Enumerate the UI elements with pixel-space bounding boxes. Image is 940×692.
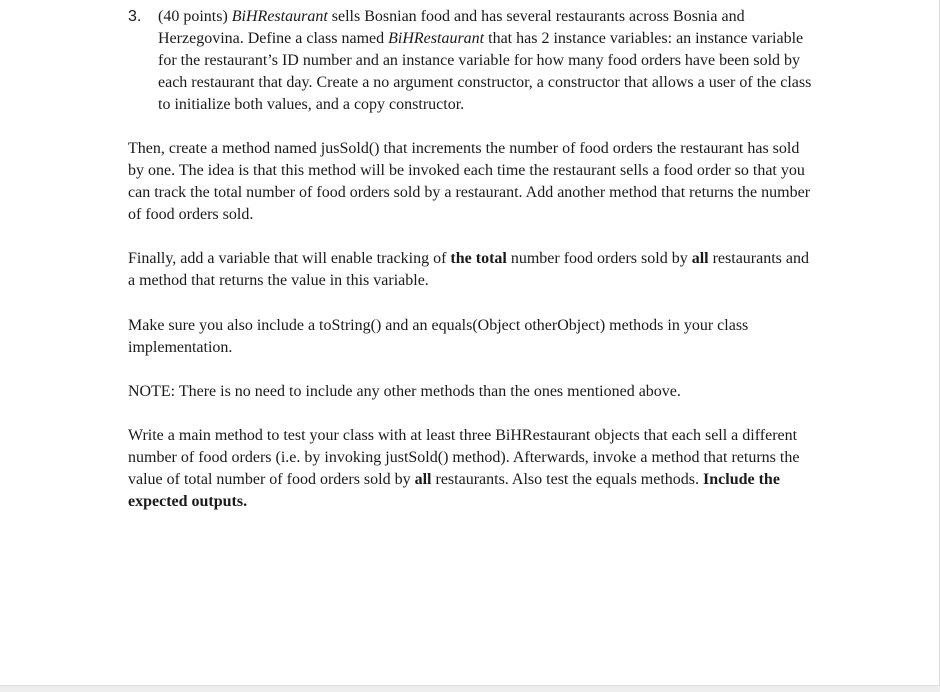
bottom-scroll-bar[interactable]: [0, 685, 940, 692]
text-line: to initialize both values, and a copy constructor.: [158, 96, 465, 113]
text-line: implementation.: [128, 339, 233, 356]
tostring-equals-paragraph: [128, 315, 852, 359]
bold-emphasis: expected outputs.: [128, 493, 248, 510]
text-line: can track the total number of food orders sold by a restaurant. Add another method that returns the number: [128, 184, 811, 201]
text-line: Then, create a method named jusSold() that increments the number of food orders the restaurant has sold: [128, 140, 800, 157]
note-paragraph: [128, 381, 852, 403]
bold-emphasis: Include the: [703, 471, 780, 488]
question-number: 3.: [128, 8, 142, 25]
text-line: of food orders sold.: [128, 206, 254, 223]
main-method-paragraph: [128, 425, 852, 513]
bold-emphasis: all: [691, 250, 709, 267]
text-line: [128, 491, 852, 513]
text-line: NOTE: There is no need to include any other methods than the ones mentioned above.: [128, 383, 681, 400]
total-tracking-paragraph: [128, 248, 852, 292]
bold-emphasis: all: [414, 471, 432, 488]
text-line: each restaurant that day. Create a no argument constructor, a constructor that allows a user of the class: [158, 74, 812, 91]
text-line: a method that returns the value in this variable.: [128, 272, 429, 289]
text-line: (40 points) BiHRestaurant sells Bosnian food and has several restaurants across Bosnia and: [158, 8, 745, 25]
text-line: by one. The idea is that this method will be invoked each time the restaurant sells a food order so that you: [128, 162, 805, 179]
text-line: Finally, add a variable that will enable tracking of the total number food orders sold by all restaurants and: [128, 250, 809, 267]
question-intro-paragraph: [158, 6, 858, 116]
italic-class-name: BiHRestaurant: [388, 30, 485, 47]
bold-emphasis: the total: [450, 250, 507, 267]
jussold-paragraph: [128, 138, 852, 226]
text-line: Write a main method to test your class with at least three BiHRestaurant objects that each sell a different: [128, 427, 798, 444]
text-line: value of total number of food orders sold by all restaurants. Also test the equals methods. Include the: [128, 471, 780, 488]
text-line: for the restaurant’s ID number and an instance variable for how many food orders have been sold by: [158, 52, 801, 69]
text-line: Herzegovina. Define a class named BiHRestaurant that has 2 instance variables: an instance variable: [158, 30, 804, 47]
italic-class-name: BiHRestaurant: [231, 8, 328, 25]
text-line: Make sure you also include a toString() and an equals(Object otherObject) methods in your class: [128, 317, 749, 334]
text-line: number of food orders (i.e. by invoking justSold() method). Afterwards, invoke a method that returns the: [128, 449, 800, 466]
